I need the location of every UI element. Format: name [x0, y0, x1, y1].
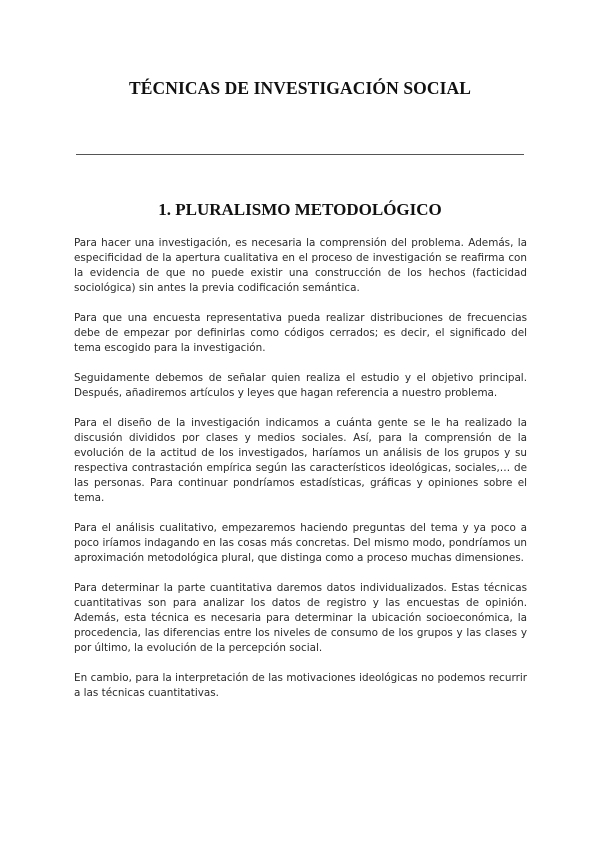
section-heading: 1. PLURALISMO METODOLÓGICO: [158, 200, 442, 219]
paragraph: Para determinar la parte cuantitativa daremos datos individualizados. Estas técnicas cuantitativas son para analizar los datos de registro y las encuestas de opinión. Además, esta técnica es necesaria para determinar la ubicación socioeconómica, la procedencia, las diferencias entre los niveles de consumo de los grupos y las clases y por último, la evolución de la percepción social.: [74, 582, 527, 654]
paragraph: Para hacer una investigación, es necesaria la comprensión del problema. Además, la especificidad de la apertura cualitativa en el proceso de investigación se reafirma con la evidencia de que no puede existir una construcción de los hechos (facticidad sociológica) sin antes la previa codificación semántica.: [74, 237, 527, 294]
document-body: [74, 236, 527, 716]
paragraph: Para el diseño de la investigación indicamos a cuánta gente se le ha realizado la discusión divididos por clases y medios sociales. Así, para la comprensión de la evolución de la actitud de los investigados, haríamos un análisis de los grupos y su respectiva contrastación empírica según las característicos ideológicas, sociales,… de las personas. Para continuar pondríamos estadísticas, gráficas y opiniones sobre el tema.: [74, 417, 527, 504]
paragraph: Para que una encuesta representativa pueda realizar distribuciones de frecuencias debe de empezar por definirlas como códigos cerrados; es decir, el significado del tema escogido para la investigación.: [74, 312, 527, 354]
paragraph: Para el análisis cualitativo, empezaremos haciendo preguntas del tema y ya poco a poco iríamos indagando en las cosas más concretas. Del mismo modo, pondríamos un aproximación metodológica plural, que distinga como a proceso muchas dimensiones.: [74, 522, 527, 564]
paragraph: Seguidamente debemos de señalar quien realiza el estudio y el objetivo principal. Después, añadiremos artículos y leyes que hagan referencia a nuestro problema.: [74, 372, 527, 399]
title-divider: [76, 154, 524, 155]
document-title: TÉCNICAS DE INVESTIGACIÓN SOCIAL: [128, 78, 472, 98]
paragraph: En cambio, para la interpretación de las motivaciones ideológicas no podemos recurrir a las técnicas cuantitativas.: [74, 672, 527, 699]
